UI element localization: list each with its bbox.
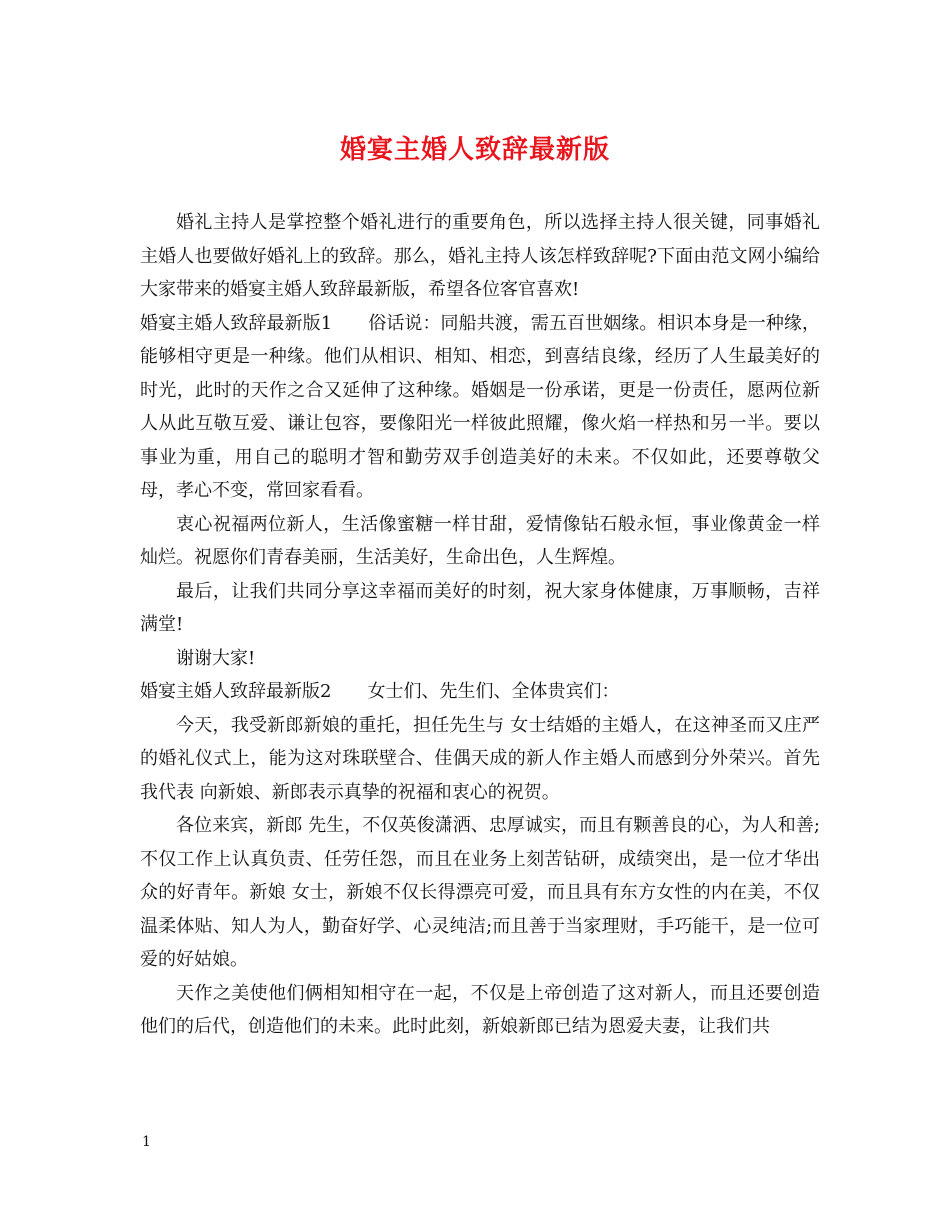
paragraph-with-heading [140, 307, 820, 508]
paragraph: 最后，让我们共同分享这幸福而美好的时刻，祝大家身体健康，万事顺畅，吉祥满堂! [140, 580, 820, 635]
page-number: 1 [142, 1134, 151, 1150]
paragraph: 天作之美使他们俩相知相守在一起，不仅是上帝创造了这对新人，而且还要创造他们的后代，创造他们的未来。此时此刻，新娘新郎已结为恩爱夫妻，让我们共 [140, 982, 820, 1037]
paragraph: 衷心祝福两位新人，生活像蜜糖一样甘甜，爱情像钻石般永恒，事业像黄金一样灿烂。祝愿你们青春美丽，生活美好，生命出色，人生辉煌。 [140, 513, 820, 568]
paragraph-with-heading [140, 675, 820, 709]
paragraph-text: 女士们、先生们、全体贵宾们： [367, 681, 620, 702]
paragraph: 各位来宾，新郎 先生，不仅英俊潇洒、忠厚诚实，而且有颗善良的心，为人和善;不仅工作上认真负责、任劳任怨，而且在业务上刻苦钻研，成绩突出，是一位才华出众的好青年。新娘 女士，新娘不仅长得漂亮可爱，而且具有东方女性的内在美，不仅温柔体贴、知人为人，勤奋好学、心灵纯洁;而且善于当家理财，手巧能干，是一位可爱的好姑娘。 [140, 815, 820, 970]
paragraph: 谢谢大家! [176, 647, 256, 669]
paragraph-text: 俗话说：同船共渡，需五百世姻缘。相识本身是一种缘，能够相守更是一种缘。他们从相识、相知、相恋，到喜结良缘，经历了人生最美好的时光，此时的天作之合又延伸了这种缘。婚姻是一份承诺，更是一份责任，愿两位新人从此互敬互爱、谦让包容，要像阳光一样彼此照耀，像火焰一样热和另一半。要以事业为重，用自己的聪明才智和勤劳双手创造美好的未来。不仅如此，还要尊敬父母，孝心不变，常回家看看。 [140, 312, 821, 501]
section-heading: 婚宴主婚人致辞最新版2 [140, 681, 332, 702]
section-heading: 婚宴主婚人致辞最新版1 [140, 312, 333, 334]
document-title: 婚宴主婚人致辞最新版 [339, 135, 610, 165]
paragraph: 今天，我受新郎新娘的重托，担任先生与 女士结婚的主婚人，在这神圣而又庄严的婚礼仪式上，能为这对珠联壁合、佳偶天成的新人作主婚人而感到分外荣兴。首先我代表 向新娘、新郎表示真挚的祝福和衷心的祝贺。 [140, 714, 820, 803]
paragraph: 婚礼主持人是掌控整个婚礼进行的重要角色，所以选择主持人很关键，同事婚礼主婚人也要做好婚礼上的致辞。那么，婚礼主持人该怎样致辞呢?下面由范文网小编给大家带来的婚宴主婚人致辞最新版，希望各位客官喜欢! [140, 212, 820, 300]
document-body [140, 206, 820, 1044]
